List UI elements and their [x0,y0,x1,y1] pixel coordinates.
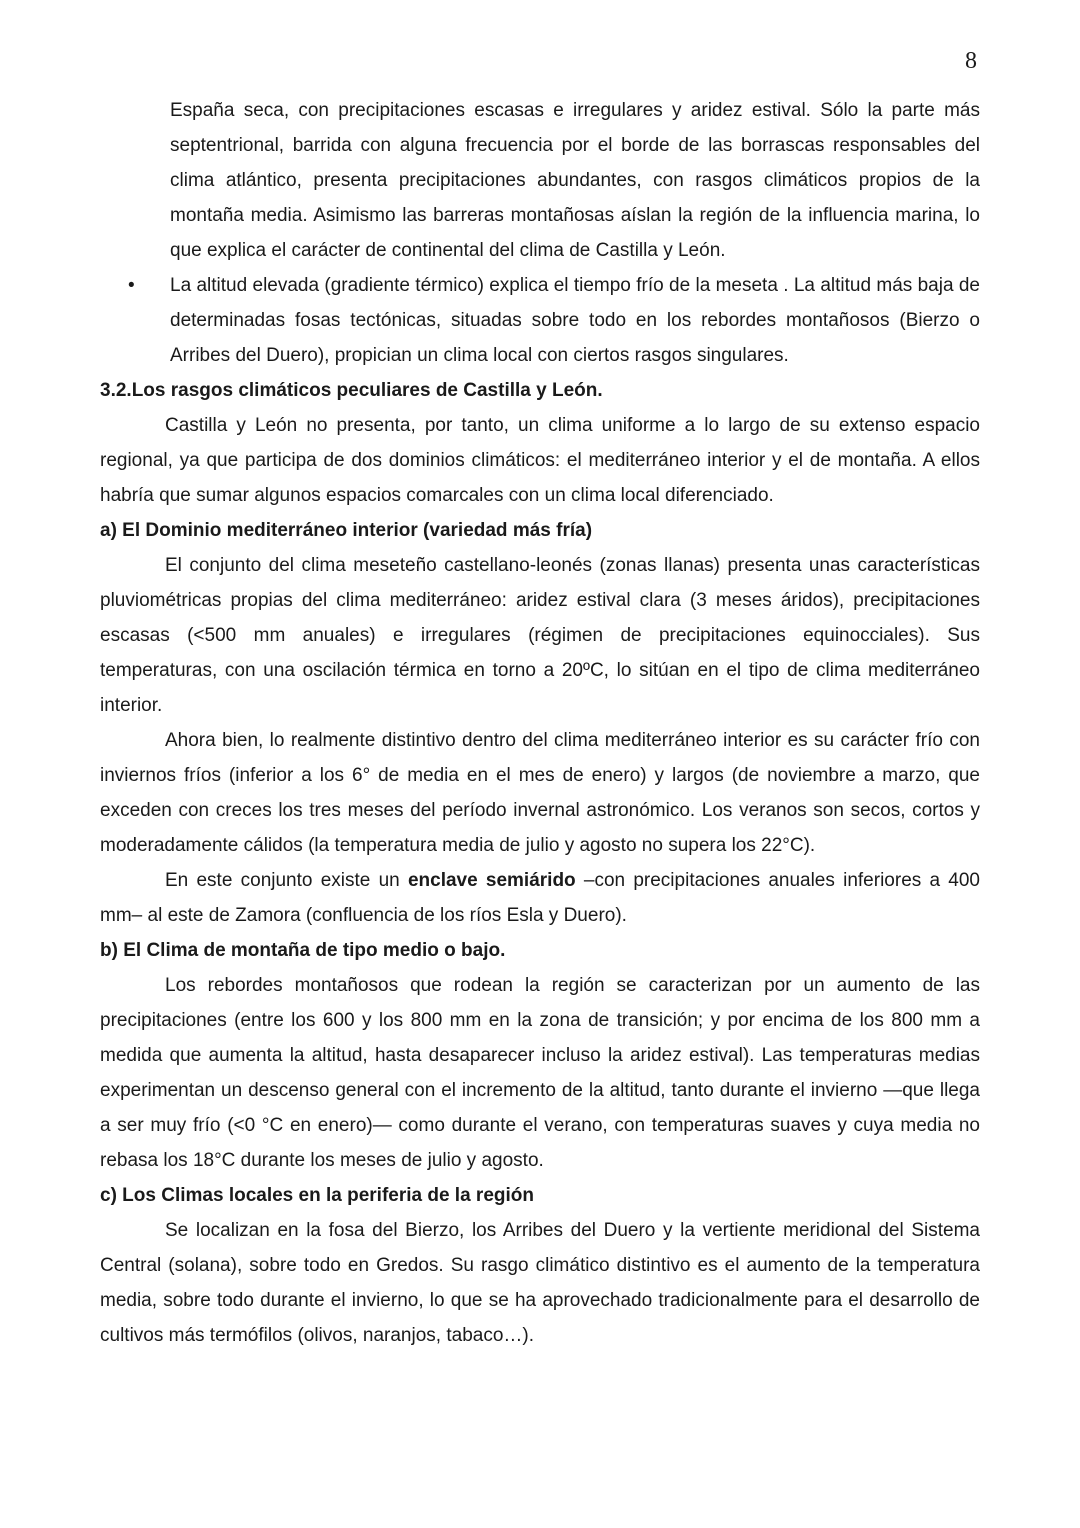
paragraph-text-before-bold: En este conjunto existe un [165,870,408,891]
subsection-a-paragraph-1: El conjunto del clima meseteño castellano-leonés (zonas llanas) presenta unas características pluviométricas propias del clima mediterráneo: aridez estival clara (3 meses áridos), precipitaciones escasas (<500 mm anuales) e irregulares (régimen de precipitaciones equinocciales). Sus temperaturas, con una oscilación térmica en torno a 20ºC, lo sitúan en el tipo de clima mediterráneo interior. [100,555,980,716]
subsection-b-paragraph-1: Los rebordes montañosos que rodean la región se caracterizan por un aumento de las precipitaciones (entre los 600 y los 800 mm en la zona de transición; y por encima de los 800 mm a medida que aumenta la altitud, hasta desaparecer incluso la aridez estival). Las temperaturas medias experimentan un descenso general con el incremento de la altitud, tanto durante el invierno —que llega a ser muy frío (<0 °C en enero)— como durante el verano, con temperaturas suaves y cuya media no rebasa los 18°C durante los meses de julio y agosto. [100,975,980,1171]
section-intro-paragraph: Castilla y León no presenta, por tanto, un clima uniforme a lo largo de su extenso espacio regional, ya que participa de dos dominios climáticos: el mediterráneo interior y el de montaña. A ellos habría que sumar algunos espacios comarcales con un clima local diferenciado. [100,415,980,506]
subsection-c-paragraph-1: Se localizan en la fosa del Bierzo, los Arribes del Duero y la vertiente meridional del Sistema Central (solana), sobre todo en Gredos. Su rasgo climático distintivo es el aumento de la temperatura media, sobre todo durante el invierno, lo que se ha aprovechado tradicionalmente para el desarrollo de cultivos más termófilos (olivos, naranjos, tabaco…). [100,1220,980,1346]
subsection-a-paragraph-3 [100,863,980,933]
bold-phrase-enclave-semiarido: enclave semiárido [407,870,576,891]
subheading-b: b) El Clima de montaña de tipo medio o bajo. [100,940,506,961]
bullet-list-item [100,268,980,373]
bullet-item-text: La altitud elevada (gradiente térmico) explica el tiempo frío de la meseta . La altitud más baja de determinadas fosas tectónicas, situadas sobre todo en los rebordes montañosos (Bierzo o Arribes del Duero), propician un clima local con ciertos rasgos singulares. [170,275,980,366]
paragraph-text-after-bold: –con precipitaciones anuales inferiores a 400 mm– al este de Zamora (confluencia de los ríos Esla y Duero). [100,870,980,926]
bullet-continuation-paragraph: España seca, con precipitaciones escasas e irregulares y aridez estival. Sólo la parte más septentrional, barrida con alguna frecuencia por el borde de las borrascas responsables del clima atlántico, presenta precipitaciones abundantes, con rasgos climáticos propios de la montaña media. Asimismo las barreras montañosas aíslan la región de la influencia marina, lo que explica el carácter de continental del clima de Castilla y León. [170,100,980,261]
page-number: 8 [965,48,977,74]
subheading-a: a) El Dominio mediterráneo interior (variedad más fría) [100,520,593,541]
page-content [100,93,980,1353]
bullet-icon: • [128,275,135,296]
subheading-c: c) Los Climas locales en la periferia de la región [100,1185,534,1206]
subsection-a-paragraph-2: Ahora bien, lo realmente distintivo dentro del clima mediterráneo interior es su carácter frío con inviernos fríos (inferior a los 6° de media en el mes de enero) y largos (de noviembre a marzo, que exceden con creces los tres meses del período invernal astronómico. Los veranos son secos, cortos y moderadamente cálidos (la temperatura media de julio y agosto no supera los 22°C). [100,730,980,856]
section-heading-3-2: 3.2.Los rasgos climáticos peculiares de Castilla y León. [100,380,603,401]
